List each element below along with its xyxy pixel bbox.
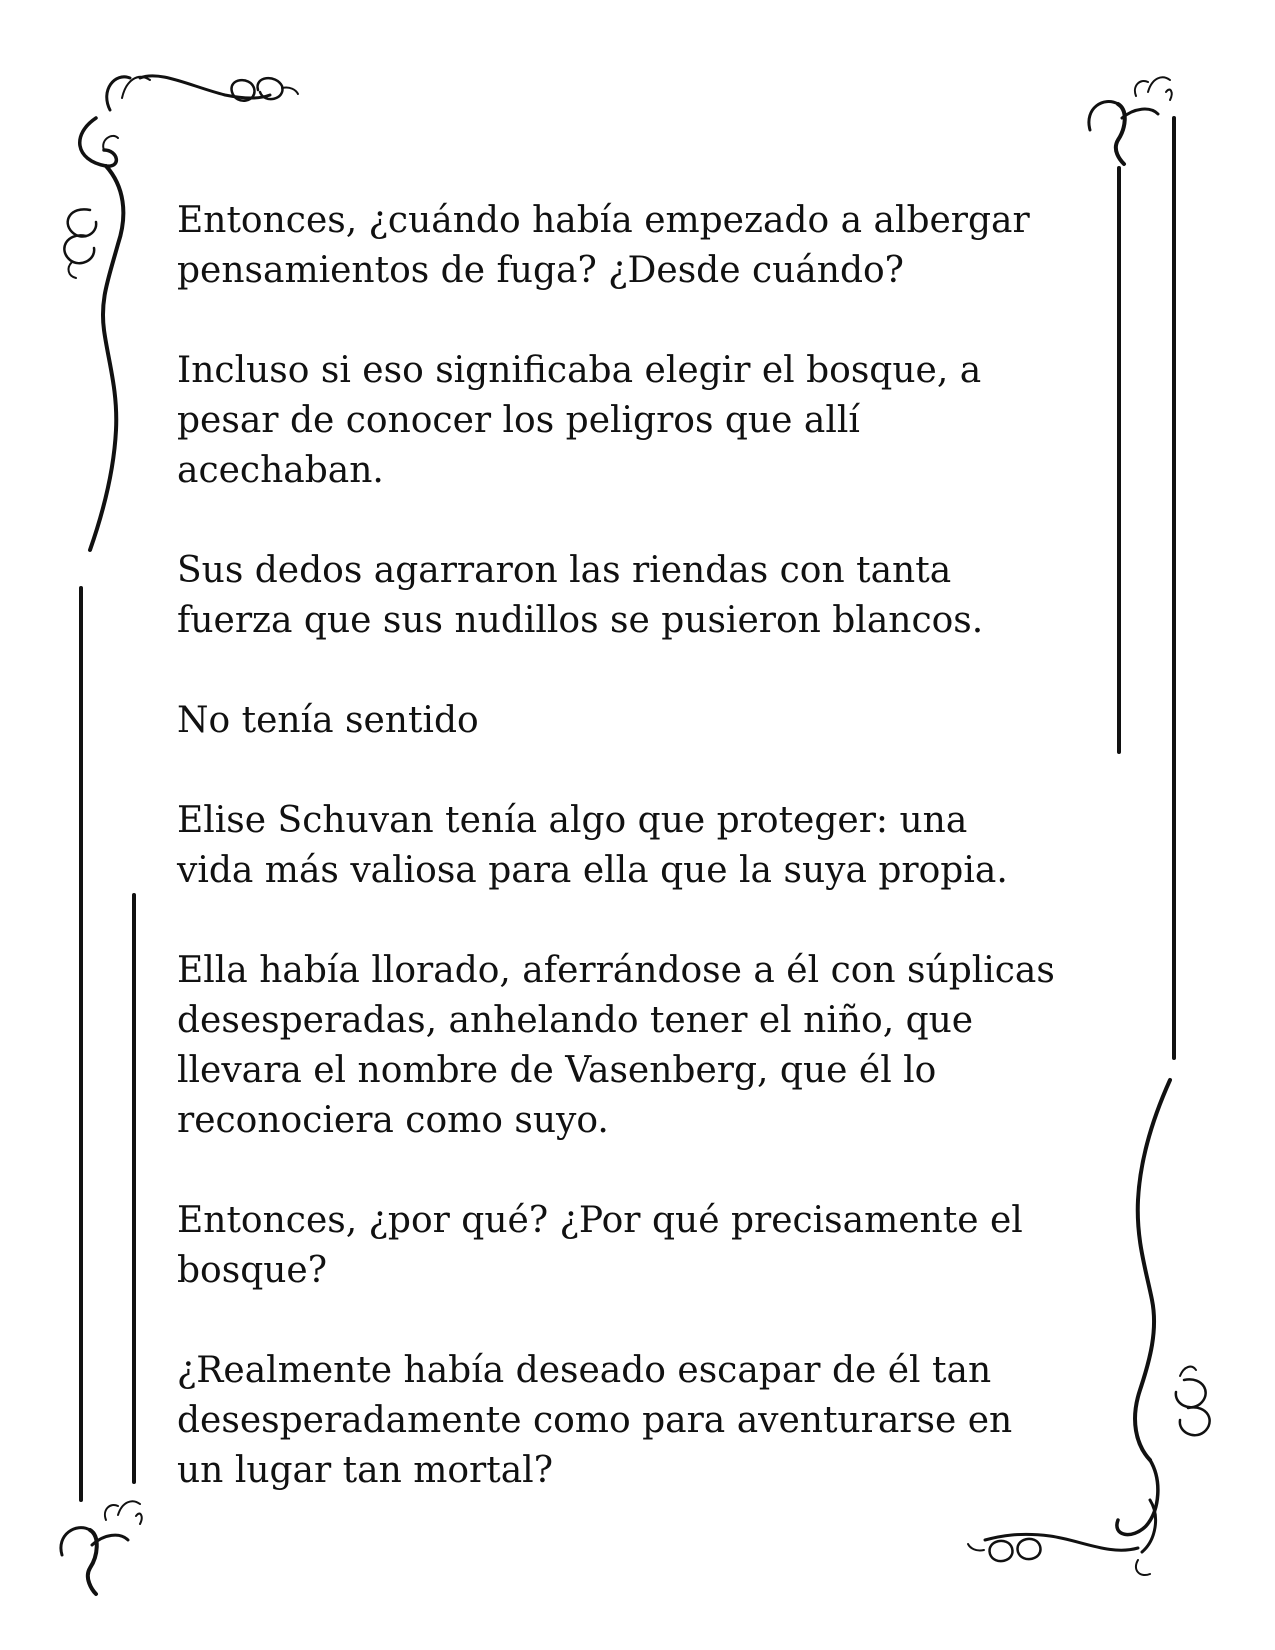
paragraph [177, 196, 1117, 296]
text-line: No tenía sentido [177, 700, 479, 741]
flourish-bottom-left [61, 1501, 142, 1594]
text-line: fuerza que sus nudillos se pusieron blancos. [177, 600, 984, 641]
flourish-top-right [1089, 77, 1172, 164]
text-line: vida más valiosa para ella que la suya propia. [177, 850, 1008, 891]
text-line: Incluso si eso significaba elegir el bosque, a [177, 350, 982, 391]
text-line: Entonces, ¿por qué? ¿Por qué precisamente el [177, 1200, 1023, 1241]
text-line: bosque? [177, 1250, 328, 1291]
text-line: un lugar tan mortal? [177, 1450, 553, 1491]
text-line: Sus dedos agarraron las riendas con tanta [177, 550, 952, 591]
text-line: reconociera como suyo. [177, 1100, 609, 1141]
text-line: Ella había llorado, aferrándose a él con súplicas [177, 950, 1055, 991]
paragraph [177, 796, 1117, 896]
text-line: desesperadas, anhelando tener el niño, que [177, 1000, 974, 1041]
text-line: desesperadamente como para aventurarse en [177, 1400, 1013, 1441]
document-body [177, 196, 1117, 1496]
paragraph [177, 696, 1117, 746]
paragraph [177, 946, 1117, 1146]
paragraph [177, 346, 1117, 496]
paragraph [177, 1196, 1117, 1296]
text-line: Elise Schuvan tenía algo que proteger: una [177, 800, 968, 841]
text-line: Entonces, ¿cuándo había empezado a albergar [177, 200, 1030, 241]
text-line: llevara el nombre de Vasenberg, que él lo [177, 1050, 937, 1091]
text-line: pesar de conocer los peligros que allí [177, 400, 860, 441]
paragraph [177, 1346, 1117, 1496]
text-line: acechaban. [177, 450, 384, 491]
text-line: pensamientos de fuga? ¿Desde cuándo? [177, 250, 904, 291]
text-line: ¿Realmente había deseado escapar de él tan [177, 1350, 992, 1391]
paragraph [177, 546, 1117, 646]
